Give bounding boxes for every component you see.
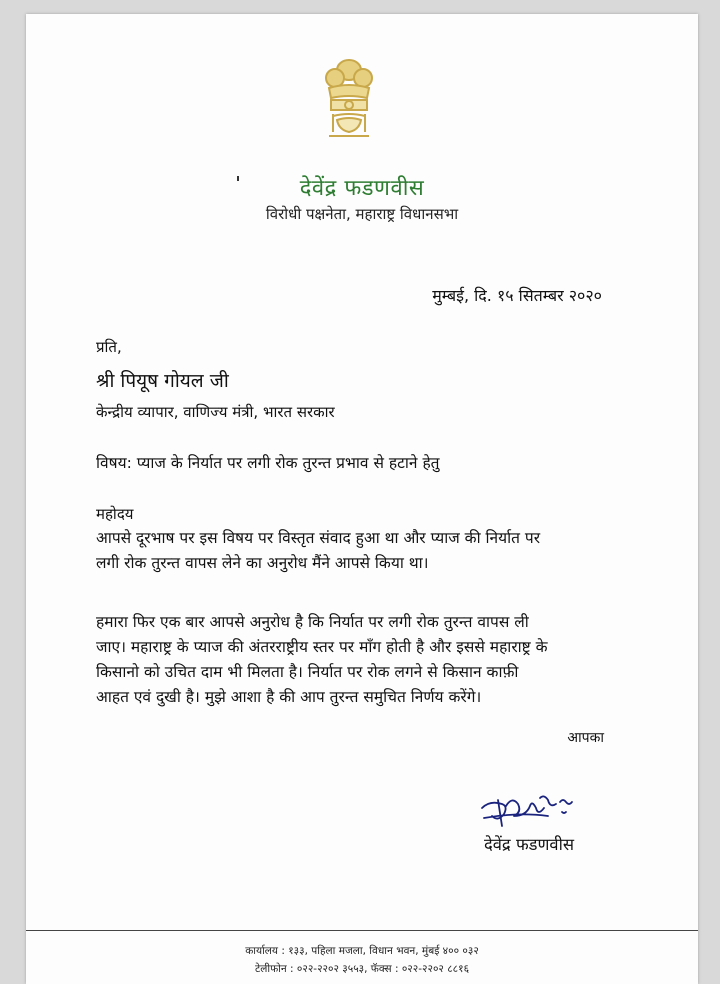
- letterhead-designation: विरोधी पक्षनेता, महाराष्ट्र विधानसभा: [265, 205, 459, 223]
- paragraph-line: आपसे दूरभाष पर इस विषय पर विस्तृत संवाद हुआ था और प्याज की निर्यात पर: [96, 529, 541, 547]
- recipient-title: केन्द्रीय व्यापार, वाणिज्य मंत्री, भारत सरकार: [96, 403, 335, 421]
- paragraph-line: हमारा फिर एक बार आपसे अनुरोध है कि निर्यात पर लगी रोक तुरन्त वापस ली: [96, 613, 529, 631]
- paragraph-line: जाए। महाराष्ट्र के प्याज की अंतरराष्ट्रीय स्तर पर माँग होती है और इससे महाराष्ट्र के: [96, 638, 548, 656]
- paragraph-line: किसानो को उचित दाम भी मिलता है। निर्यात पर रोक लगने से किसान काफ़ी: [96, 663, 519, 681]
- footer-address: कार्यालय : १३३, पहिला मजला, विधान भवन, मुंबई ४०० ०३२: [245, 945, 479, 957]
- handwritten-signature-icon: [478, 786, 588, 834]
- signatory-name: देवेंद्र फडणवीस: [484, 835, 575, 854]
- paragraph-line: आहत एवं दुखी है। मुझे आशा है की आप तुरन्त समुचित निर्णय करेंगे।: [96, 688, 482, 706]
- letter-date: मुम्बई, दि. १५ सितम्बर २०२०: [432, 286, 602, 305]
- paragraph-1: [96, 526, 641, 576]
- letter-subject: विषय: प्याज के निर्यात पर लगी रोक तुरन्त प्रभाव से हटाने हेतु: [96, 454, 440, 472]
- letter-page: [26, 14, 698, 984]
- paragraph-line: लगी रोक तुरन्त वापस लेने का अनुरोध मैंने आपसे किया था।: [96, 554, 429, 572]
- salutation: महोदय: [96, 505, 134, 523]
- paragraph-2: [96, 610, 641, 710]
- closing: आपका: [567, 730, 604, 746]
- letterhead-name: देवेंद्र फडणवीस: [299, 176, 425, 201]
- recipient-name: श्री पियूष गोयल जी: [96, 370, 229, 392]
- prati-label: प्रति,: [96, 338, 122, 356]
- footer-contact: टेलीफोन : ०२२-२२०२ ३५५३, फॅक्स : ०२२-२२०२ ८८१६: [254, 963, 470, 975]
- footer-divider: [26, 930, 698, 931]
- national-emblem-icon: [319, 54, 379, 144]
